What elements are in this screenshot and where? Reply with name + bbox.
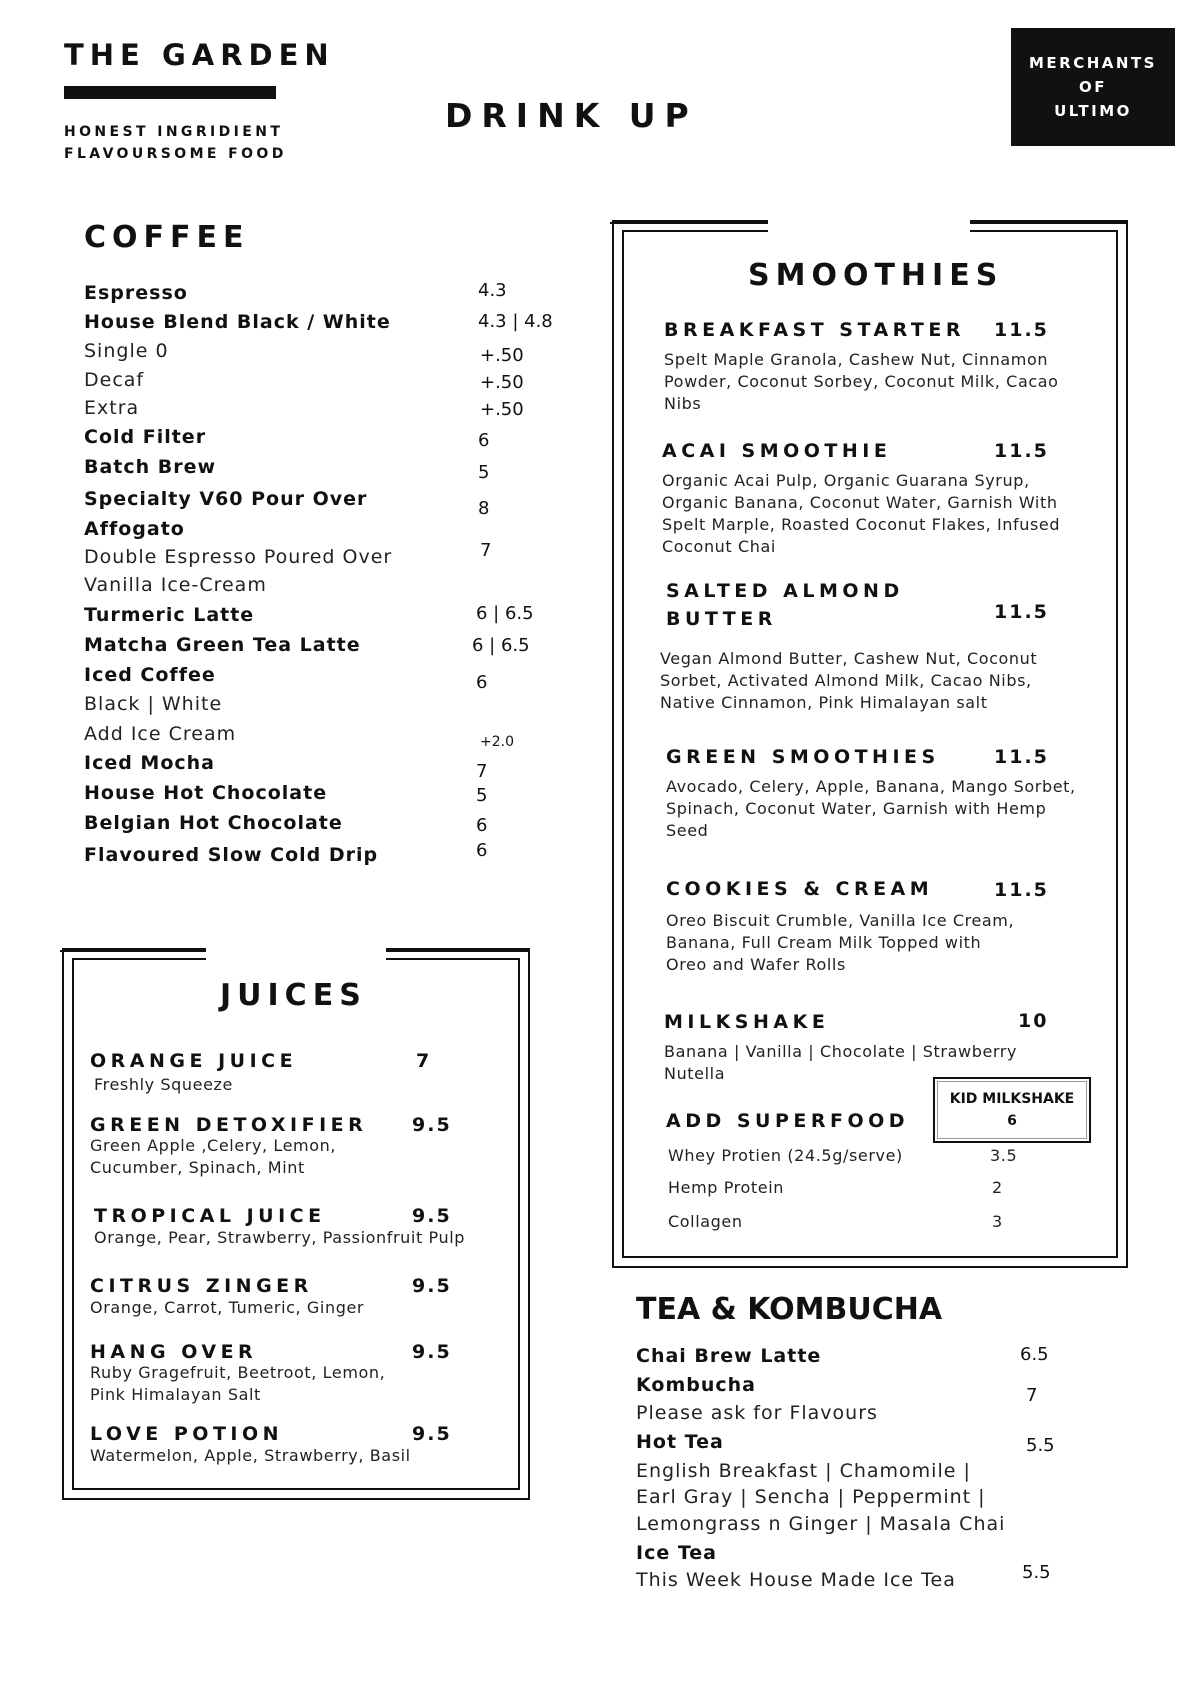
tea-note: Please ask for Flavours — [636, 1402, 878, 1424]
tea-price: 5.5 — [1026, 1435, 1055, 1456]
smoothie-price: 11.5 — [994, 746, 1049, 768]
superfood-price: 3.5 — [990, 1146, 1018, 1165]
juice-desc: Watermelon, Apple, Strawberry, Basil — [90, 1446, 411, 1465]
coffee-item: Batch Brew — [84, 456, 217, 478]
tea-price: 7 — [1026, 1385, 1038, 1406]
smoothie-price: 11.5 — [994, 879, 1049, 901]
kid-milkshake-price: 6 — [1007, 1113, 1017, 1129]
milkshake-name: MILKSHAKE — [664, 1011, 830, 1033]
logo-line: MERCHANTS — [1029, 54, 1157, 72]
coffee-item: House Blend Black / White — [84, 311, 391, 333]
superfood-price: 3 — [992, 1212, 1003, 1231]
smoothie-desc: Organic Acai Pulp, Organic Guarana Syrup, Organic Banana, Coconut Water, Garnish With Spelt Marple, Roasted Coconut Flakes, Infused Coconut Chai — [662, 471, 1061, 556]
coffee-option: Decaf — [84, 369, 145, 391]
coffee-option: Black | White — [84, 693, 223, 715]
juice-name: HANG OVER — [90, 1341, 258, 1363]
juice-desc: Freshly Squeeze — [94, 1075, 233, 1094]
smoothie-name: COOKIES & CREAM — [666, 878, 934, 900]
smoothie-price: 11.5 — [994, 601, 1049, 623]
coffee-item: Belgian Hot Chocolate — [84, 812, 343, 834]
tea-option: Earl Gray | Sencha | Peppermint | — [636, 1486, 986, 1508]
smoothie-name: BUTTER — [666, 608, 777, 630]
coffee-item: Turmeric Latte — [84, 604, 255, 626]
coffee-price: +.50 — [480, 372, 524, 393]
coffee-price: 4.3 | 4.8 — [478, 311, 553, 332]
coffee-title: COFFEE — [84, 220, 250, 255]
smoothie-desc: Spelt Maple Granola, Cashew Nut, Cinnamon Powder, Coconut Sorbey, Coconut Milk, Cacao Nibs — [664, 350, 1059, 413]
coffee-price: 6 — [476, 672, 488, 693]
juice-name: ORANGE JUICE — [90, 1050, 298, 1072]
juice-desc: Ruby Gragefruit, Beetroot, Lemon, — [90, 1363, 386, 1382]
juices-frame-gap — [206, 944, 386, 966]
smoothie-name: ACAI SMOOTHIE — [662, 440, 892, 462]
kid-milkshake-box — [933, 1077, 1091, 1143]
tea-title: TEA & KOMBUCHA — [636, 1292, 943, 1327]
coffee-price: 4.3 — [478, 280, 507, 301]
coffee-price: 7 — [480, 540, 492, 561]
juice-price: 9.5 — [412, 1423, 452, 1445]
coffee-price: 5 — [478, 462, 490, 483]
superfood-item: Collagen — [668, 1212, 743, 1231]
juice-price: 9.5 — [412, 1341, 452, 1363]
tea-item: Ice Tea — [636, 1542, 717, 1564]
tea-price: 5.5 — [1022, 1562, 1051, 1583]
smoothie-desc: Vegan Almond Butter, Cashew Nut, Coconut Sorbet, Activated Almond Milk, Cacao Nibs, Native Cinnamon, Pink Himalayan salt — [660, 649, 1038, 712]
milkshake-price: 10 — [1018, 1010, 1049, 1032]
coffee-price: +.50 — [480, 399, 524, 420]
coffee-price: 6 — [476, 840, 488, 861]
smoothies-frame-tab — [970, 222, 1126, 224]
juice-name: CITRUS ZINGER — [90, 1275, 313, 1297]
superfood-item: Whey Protien (24.5g/serve) — [668, 1146, 903, 1165]
coffee-item: Matcha Green Tea Latte — [84, 634, 361, 656]
smoothies-title: SMOOTHIES — [748, 258, 1004, 293]
tea-price: 6.5 — [1020, 1344, 1049, 1365]
logo-line: ULTIMO — [1054, 102, 1132, 120]
coffee-price: 6 — [478, 430, 490, 451]
juice-price: 9.5 — [412, 1275, 452, 1297]
tea-option: Lemongrass n Ginger | Masala Chai — [636, 1513, 1006, 1535]
juice-name: LOVE POTION — [90, 1423, 284, 1445]
coffee-price: 8 — [478, 498, 490, 519]
coffee-price: +2.0 — [480, 734, 514, 750]
milkshake-flavours: Banana | Vanilla | Chocolate | Strawberry — [664, 1042, 1018, 1061]
juice-name: GREEN DETOXIFIER — [90, 1114, 368, 1136]
juice-desc: Orange, Carrot, Tumeric, Ginger — [90, 1298, 365, 1317]
brand-name: THE GARDEN — [64, 38, 335, 72]
coffee-item: House Hot Chocolate — [84, 782, 328, 804]
superfood-title: ADD SUPERFOOD — [666, 1110, 910, 1132]
milkshake-flavours: Nutella — [664, 1064, 726, 1083]
coffee-option: Extra — [84, 397, 140, 419]
coffee-item: Iced Mocha — [84, 752, 216, 774]
juice-desc: Orange, Pear, Strawberry, Passionfruit Pulp — [94, 1228, 466, 1247]
juice-desc: Pink Himalayan Salt — [90, 1385, 261, 1404]
coffee-option: Single 0 — [84, 340, 169, 362]
juices-title: JUICES — [220, 978, 367, 1013]
coffee-item: Flavoured Slow Cold Drip — [84, 844, 379, 866]
juices-frame-tab — [60, 950, 206, 952]
juice-price: 9.5 — [412, 1205, 452, 1227]
smoothie-name: GREEN SMOOTHIES — [666, 746, 940, 768]
coffee-price: 6 | 6.5 — [476, 603, 534, 624]
coffee-price: +.50 — [480, 345, 524, 366]
coffee-option: Double Espresso Poured Over — [84, 546, 393, 568]
coffee-option: Vanilla Ice-Cream — [84, 574, 267, 596]
logo-line: OF — [1079, 78, 1107, 96]
tea-option: English Breakfast | Chamomile | — [636, 1460, 971, 1482]
juice-price: 9.5 — [412, 1114, 452, 1136]
tagline-line-1: HONEST INGRIDIENT — [64, 124, 284, 140]
coffee-item: Iced Coffee — [84, 664, 216, 686]
smoothie-desc: Avocado, Celery, Apple, Banana, Mango Sorbet, Spinach, Coconut Water, Garnish with Hemp Seed — [666, 777, 1076, 840]
smoothie-desc: Oreo Biscuit Crumble, Vanilla Ice Cream, Banana, Full Cream Milk Topped with Oreo and Wafer Rolls — [666, 911, 1015, 974]
smoothies-frame-gap — [768, 216, 970, 238]
juices-frame-tab — [386, 950, 528, 952]
coffee-option: Add Ice Cream — [84, 723, 237, 745]
smoothies-frame-tab — [610, 222, 768, 224]
juice-price: 7 — [416, 1050, 432, 1072]
smoothie-price: 11.5 — [994, 440, 1049, 462]
juice-name: TROPICAL JUICE — [94, 1205, 326, 1227]
coffee-price: 5 — [476, 785, 488, 806]
coffee-item: Cold Filter — [84, 426, 207, 448]
tea-note: This Week House Made Ice Tea — [636, 1569, 956, 1591]
page-headline: DRINK UP — [445, 96, 698, 135]
smoothie-name: BREAKFAST STARTER — [664, 319, 966, 341]
smoothie-price: 11.5 — [994, 319, 1049, 341]
juice-desc: Green Apple ,Celery, Lemon, — [90, 1136, 337, 1155]
merchants-logo — [1011, 28, 1175, 146]
tea-item: Kombucha — [636, 1374, 756, 1396]
tea-item: Chai Brew Latte — [636, 1345, 822, 1367]
brand-underline — [64, 86, 276, 99]
coffee-item: Affogato — [84, 518, 185, 540]
tagline-line-2: FLAVOURSOME FOOD — [64, 146, 287, 162]
superfood-item: Hemp Protein — [668, 1178, 784, 1197]
tea-item: Hot Tea — [636, 1431, 724, 1453]
juice-desc: Cucumber, Spinach, Mint — [90, 1158, 305, 1177]
coffee-price: 6 — [476, 815, 488, 836]
kid-milkshake-label: KID MILKSHAKE — [949, 1091, 1075, 1107]
coffee-price: 7 — [476, 761, 488, 782]
superfood-price: 2 — [992, 1178, 1003, 1197]
smoothie-name: SALTED ALMOND — [666, 580, 904, 602]
coffee-item: Espresso — [84, 282, 188, 304]
coffee-price: 6 | 6.5 — [472, 635, 530, 656]
coffee-item: Specialty V60 Pour Over — [84, 488, 368, 510]
